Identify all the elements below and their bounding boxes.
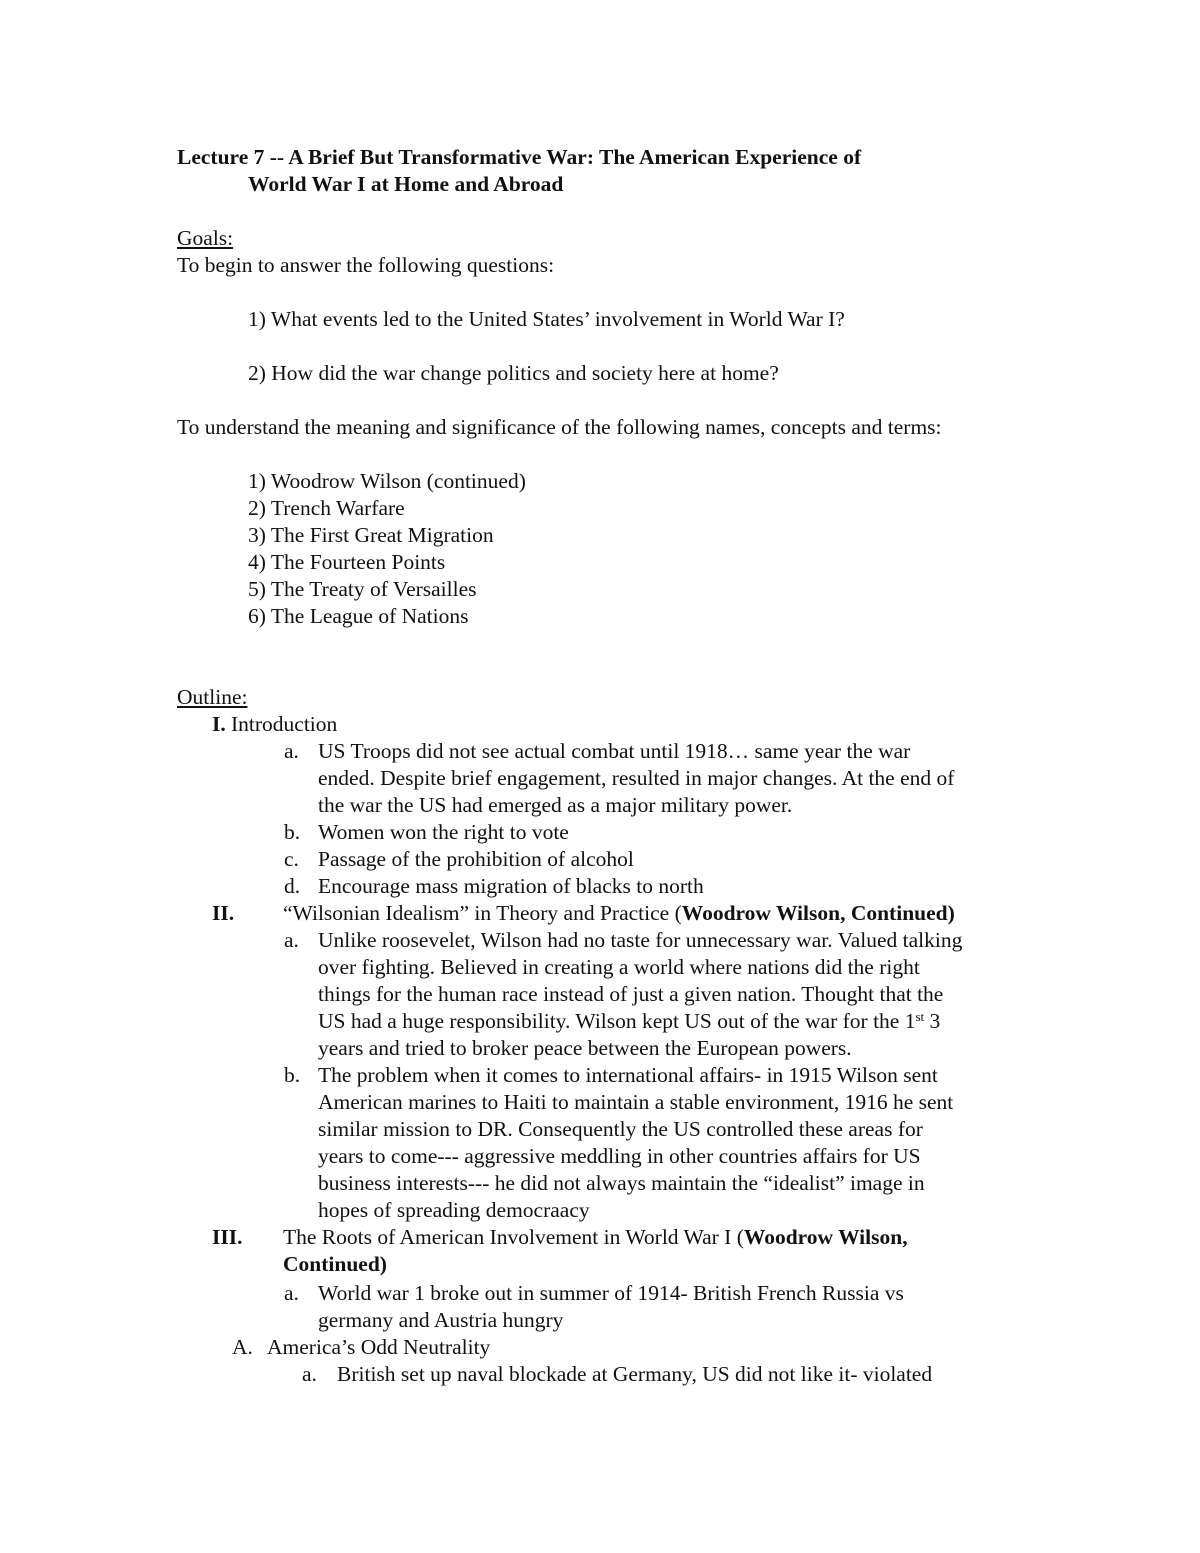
outline-heading: Outline: <box>177 685 248 709</box>
item-marker: a. <box>284 739 299 763</box>
item-text: years to come--- aggressive meddling in other countries affairs for US <box>318 1144 921 1168</box>
lecture-title-line2: World War I at Home and Abroad <box>248 172 564 196</box>
item-marker: a. <box>302 1362 317 1386</box>
item-text: US Troops did not see actual combat until 1918… same year the war <box>318 739 911 763</box>
term-2: 2) Trench Warfare <box>248 496 405 520</box>
item-text: Passage of the prohibition of alcohol <box>318 847 634 871</box>
subsection-marker: A. <box>232 1335 253 1359</box>
subsection-title: America’s Odd Neutrality <box>267 1335 491 1359</box>
item-marker: c. <box>284 847 299 871</box>
section-2-numeral: II. <box>212 901 235 925</box>
section-3-numeral: III. <box>212 1225 243 1249</box>
question-1: 1) What events led to the United States’ involvement in World War I? <box>248 307 845 331</box>
section-3-title-cont: Continued) <box>283 1252 387 1276</box>
section-3-title: The Roots of American Involvement in World War I (Woodrow Wilson, <box>283 1225 908 1249</box>
item-marker: b. <box>284 1063 301 1087</box>
terms-intro: To understand the meaning and significance of the following names, concepts and terms: <box>177 415 942 439</box>
item-text: US had a huge responsibility. Wilson kept US out of the war for the 1st 3 <box>318 1009 941 1033</box>
goals-intro: To begin to answer the following questions: <box>177 253 555 277</box>
section-1-title: Introduction <box>231 712 338 736</box>
term-6: 6) The League of Nations <box>248 604 469 628</box>
item-text: The problem when it comes to international affairs- in 1915 Wilson sent <box>318 1063 938 1087</box>
item-text: germany and Austria hungry <box>318 1308 564 1332</box>
item-text: ended. Despite brief engagement, resulted in major changes. At the end of <box>318 766 955 790</box>
item-text: British set up naval blockade at Germany, US did not like it- violated <box>337 1362 933 1386</box>
section-1-numeral: I. <box>212 712 226 736</box>
item-text: hopes of spreading democraacy <box>318 1198 590 1222</box>
goals-heading: Goals: <box>177 226 234 250</box>
item-text: things for the human race instead of just a given nation. Thought that the <box>318 982 944 1006</box>
item-text: World war 1 broke out in summer of 1914- British French Russia vs <box>318 1281 904 1305</box>
section-2-title: “Wilsonian Idealism” in Theory and Practice (Woodrow Wilson, Continued) <box>283 901 955 925</box>
item-text: Women won the right to vote <box>318 820 569 844</box>
term-3: 3) The First Great Migration <box>248 523 494 547</box>
item-text: American marines to Haiti to maintain a stable environment, 1916 he sent <box>318 1090 954 1114</box>
item-marker: a. <box>284 928 299 952</box>
term-1: 1) Woodrow Wilson (continued) <box>248 469 526 493</box>
item-marker: a. <box>284 1281 299 1305</box>
item-text: Encourage mass migration of blacks to north <box>318 874 704 898</box>
item-text: the war the US had emerged as a major military power. <box>318 793 793 817</box>
item-text: years and tried to broker peace between the European powers. <box>318 1036 852 1060</box>
item-marker: b. <box>284 820 301 844</box>
question-2: 2) How did the war change politics and society here at home? <box>248 361 779 385</box>
item-text: similar mission to DR. Consequently the US controlled these areas for <box>318 1117 923 1141</box>
item-text: business interests--- he did not always maintain the “idealist” image in <box>318 1171 925 1195</box>
term-5: 5) The Treaty of Versailles <box>248 577 477 601</box>
item-text: Unlike roosevelet, Wilson had no taste for unnecessary war. Valued talking <box>318 928 963 952</box>
item-marker: d. <box>284 874 301 898</box>
item-text: over fighting. Believed in creating a world where nations did the right <box>318 955 920 979</box>
term-4: 4) The Fourteen Points <box>248 550 446 574</box>
lecture-title-line1: Lecture 7 -- A Brief But Transformative War: The American Experience of <box>177 145 862 169</box>
